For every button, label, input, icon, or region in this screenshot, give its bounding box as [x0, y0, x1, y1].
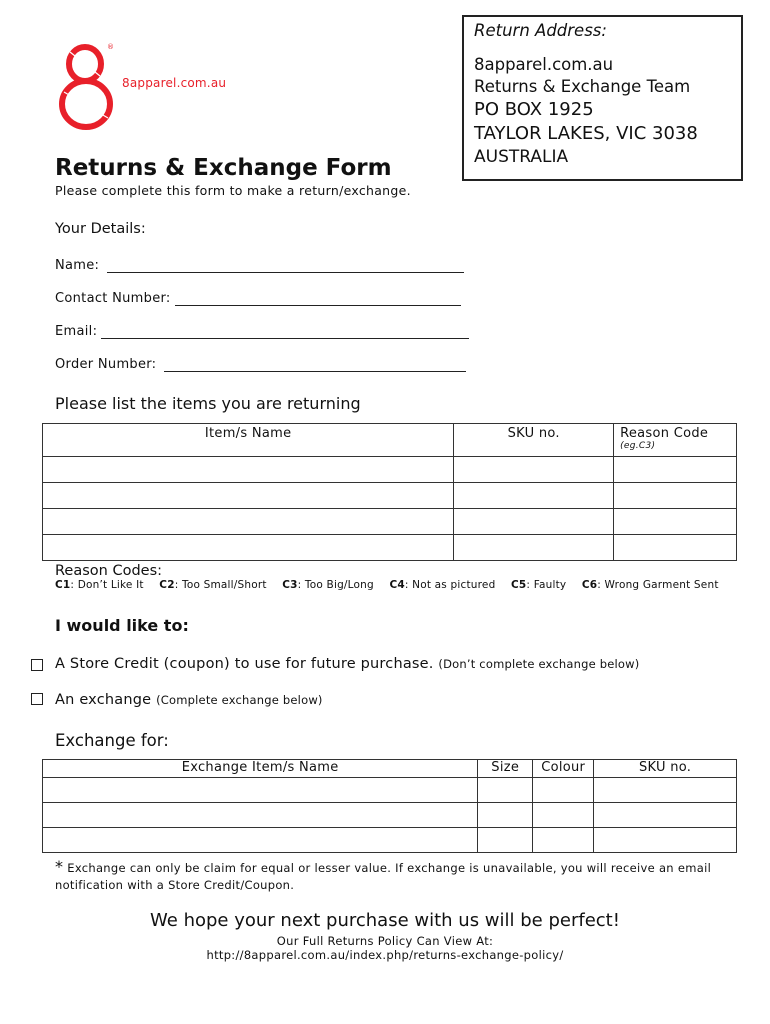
table-cell[interactable]	[454, 483, 614, 509]
table-cell[interactable]	[533, 778, 594, 803]
contact-number-input-line[interactable]	[175, 294, 461, 306]
table-row	[43, 803, 737, 828]
return-address-line: Returns & Exchange Team	[474, 77, 691, 96]
column-header-reason-code	[614, 424, 737, 457]
table-cell[interactable]	[43, 509, 454, 535]
table-cell[interactable]	[478, 778, 533, 803]
table-cell[interactable]	[478, 803, 533, 828]
return-address-title: Return Address:	[474, 21, 607, 40]
table-cell[interactable]	[454, 509, 614, 535]
exchange-note: (Complete exchange below)	[156, 693, 323, 707]
closing-message: We hope your next purchase with us will be perfect!	[150, 910, 620, 931]
exchange-note-text: Exchange can only be claim for equal or lesser value. If exchange is unavailable, you will receive an email notification with a Store Credit/Coupon.	[55, 861, 712, 892]
table-cell[interactable]	[43, 535, 454, 561]
table-cell[interactable]	[594, 778, 737, 803]
page-title: Returns & Exchange Form	[55, 155, 392, 181]
column-header-size: Size	[478, 760, 533, 778]
reason-code-item: C1: Don’t Like It	[55, 579, 144, 591]
reason-code-item: C6: Wrong Garment Sent	[581, 579, 719, 591]
table-cell[interactable]	[454, 457, 614, 483]
exchange-items-table	[42, 759, 737, 853]
table-cell[interactable]	[533, 803, 594, 828]
exchange-note-paragraph	[55, 858, 745, 894]
brand-site-name: 8apparel.com.au	[122, 76, 227, 90]
table-cell[interactable]	[43, 778, 478, 803]
asterisk: *	[55, 857, 64, 876]
table-row	[43, 535, 737, 561]
store-credit-note: (Don’t complete exchange below)	[438, 657, 640, 671]
exchange-checkbox[interactable]	[31, 693, 43, 705]
contact-number-label: Contact Number:	[55, 291, 171, 306]
table-cell[interactable]	[43, 483, 454, 509]
table-cell[interactable]	[43, 803, 478, 828]
return-items-table	[42, 423, 737, 561]
order-number-field[interactable]	[55, 357, 466, 372]
email-label: Email:	[55, 324, 98, 339]
table-row	[43, 778, 737, 803]
order-number-label: Order Number:	[55, 357, 157, 372]
reason-codes-heading: Reason Codes:	[55, 563, 163, 579]
return-address-line: AUSTRALIA	[474, 147, 569, 167]
table-cell[interactable]	[614, 483, 737, 509]
table-cell[interactable]	[594, 803, 737, 828]
page-subtitle: Please complete this form to make a return/exchange.	[55, 183, 411, 198]
reason-code-hint: (eg.C3)	[620, 441, 656, 451]
table-cell[interactable]	[614, 457, 737, 483]
table-cell[interactable]	[43, 457, 454, 483]
reason-codes-list	[55, 579, 719, 591]
policy-label: Our Full Returns Policy Can View At:	[276, 934, 494, 948]
reason-code-item: C3: Too Big/Long	[282, 579, 374, 591]
table-row	[43, 828, 737, 853]
reason-code-label: Reason Code	[620, 426, 709, 441]
brand-logo-mark	[56, 42, 118, 130]
reason-code-item: C5: Faulty	[511, 579, 567, 591]
store-credit-label: A Store Credit (coupon) to use for future purchase.	[55, 656, 434, 672]
table-cell[interactable]	[478, 828, 533, 853]
table-cell[interactable]	[454, 535, 614, 561]
column-header-exchange-sku: SKU no.	[594, 760, 737, 778]
return-address-line: TAYLOR LAKES, VIC 3038	[474, 123, 698, 144]
registered-mark: ®	[107, 43, 114, 51]
return-address-line: 8apparel.com.au	[474, 55, 614, 74]
table-cell[interactable]	[43, 828, 478, 853]
order-number-input-line[interactable]	[164, 360, 466, 372]
items-heading: Please list the items you are returning	[55, 394, 361, 413]
email-field[interactable]	[55, 324, 469, 339]
return-address-line: PO BOX 1925	[474, 99, 594, 120]
table-row	[43, 457, 737, 483]
table-cell[interactable]	[614, 535, 737, 561]
contact-number-field[interactable]	[55, 291, 461, 306]
name-field[interactable]	[55, 258, 464, 273]
details-heading: Your Details:	[55, 221, 146, 237]
table-cell[interactable]	[614, 509, 737, 535]
store-credit-checkbox[interactable]	[31, 659, 43, 671]
policy-url-link[interactable]: http://8apparel.com.au/index.php/returns-exchange-policy/	[206, 948, 564, 962]
column-header-item-name: Item/s Name	[43, 424, 454, 457]
column-header-sku: SKU no.	[454, 424, 614, 457]
email-input-line[interactable]	[101, 327, 469, 339]
exchange-option	[55, 692, 323, 708]
column-header-colour: Colour	[533, 760, 594, 778]
table-row	[43, 509, 737, 535]
table-row	[43, 483, 737, 509]
store-credit-option	[55, 656, 639, 672]
name-label: Name:	[55, 258, 100, 273]
exchange-heading: Exchange for:	[55, 731, 169, 750]
name-input-line[interactable]	[107, 261, 464, 273]
reason-code-item: C2: Too Small/Short	[159, 579, 267, 591]
column-header-exchange-item-name: Exchange Item/s Name	[43, 760, 478, 778]
reason-code-item: C4: Not as pictured	[389, 579, 496, 591]
table-cell[interactable]	[594, 828, 737, 853]
table-cell[interactable]	[533, 828, 594, 853]
exchange-label: An exchange	[55, 692, 152, 708]
return-address-box	[462, 15, 743, 181]
options-heading: I would like to:	[55, 616, 189, 635]
